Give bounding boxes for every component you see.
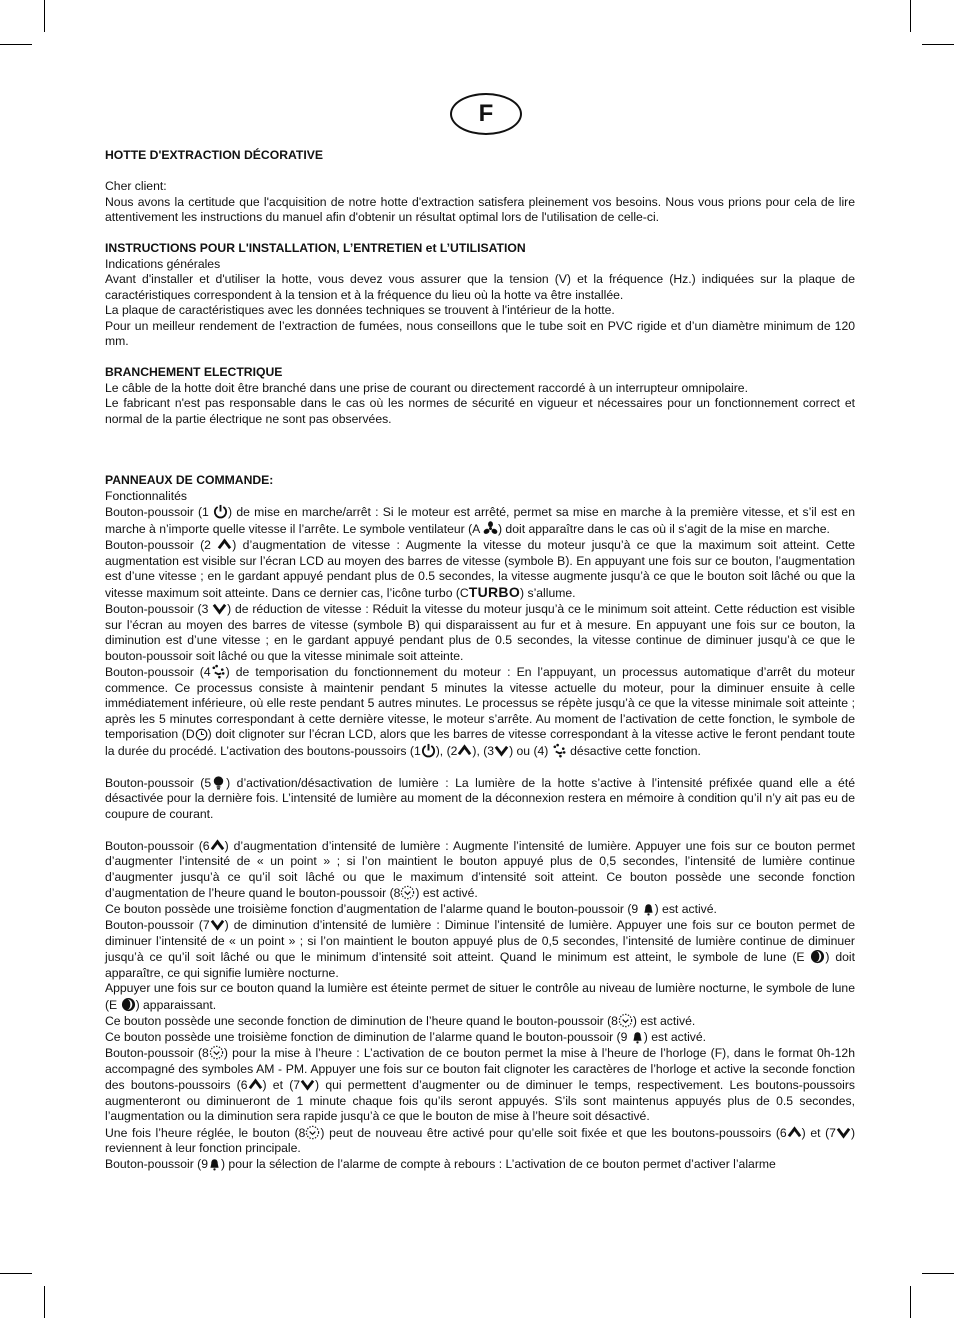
- panel-heading: PANNEAUX DE COMMANDE:: [105, 473, 274, 487]
- chevron-up-icon: [217, 537, 232, 552]
- clock-icon: [195, 728, 208, 741]
- install-subheading: Indications générales: [105, 256, 221, 271]
- button-3-description: Bouton-poussoir (3 ) de réduction de vitesse : Réduit la vitesse du moteur jusqu’à ce le minimum soit atteint. Cette réduction est visible sur l’écran au moyen des barres de vitesse (symbole B) qui disparaissent au fur et à mesure. En appuyant une fois sur ce bouton, la diminution est d’une vitesse ; en le gardant appuyé pendant plus de 0.5 secondes, la vitesse continue de diminuer jusqu’à ce que le bouton-poussoir soit lâché ou que la vitesse minimale soit atteinte.: [105, 602, 855, 663]
- greeting: Cher client:: [105, 179, 167, 193]
- button-2-description: Bouton-poussoir (2 ) d’augmentation de vitesse : Augmente la vitesse du moteur jusqu’à ce que la maximum soit atteint. Cette augmentation est visible sur l’écran LCD au moyen des barres de vitesse (symbole B). En appuyant une fois sur ce bouton, l’augmentation est d’une vitesse ; en le gardant appuyé pendant plus de 0.5 secondes, la vitesse augmente jusqu’à ce que le bouton soit lâché ou que la vitesse maximum soit atteinte. Dans ce dernier cas, l’icône turbo (CTURBO) s’allume.: [105, 538, 855, 600]
- panel-subheading: Fonctionnalités: [105, 488, 187, 503]
- power-icon: [213, 504, 228, 519]
- button-7-night-light: Appuyer une fois sur ce bouton quand la lumière est éteinte permet de situer le contrôle au niveau de lumière nocturne, le symbole de lune (E ) apparaissant.: [105, 981, 855, 1012]
- chevron-up-icon: [210, 838, 225, 853]
- crop-mark: [910, 1286, 911, 1318]
- intro-paragraph: Nous avons la certitude que l'acquisition de notre hotte d'extraction satisfera pleinement vos besoins. Nous vous prions pour cela de lire attentivement les instructions du manuel afin d'obtenir un résultat optimal lors de l'utilisation de celle-ci.: [105, 194, 855, 224]
- bell-icon: [631, 1031, 644, 1044]
- bell-icon: [208, 1158, 221, 1171]
- crop-mark: [910, 0, 911, 32]
- chevron-down-icon: [836, 1125, 851, 1140]
- button-8-return: Une fois l’heure réglée, le bouton (8 ) peut de nouveau être activé pour qu’elle soit fixée et que les boutons-poussoirs (6 ) et (7 ) reviennent à leur fonction principale.: [105, 1125, 855, 1155]
- chevron-up-icon: [248, 1077, 263, 1092]
- moon-icon: [810, 949, 825, 964]
- timer-icon: [211, 664, 226, 679]
- chevron-down-icon: [212, 601, 227, 616]
- chevron-down-icon: [300, 1077, 315, 1092]
- crop-mark: [44, 0, 45, 32]
- chevron-up-icon: [457, 743, 472, 758]
- crop-mark: [0, 1273, 32, 1274]
- button-7-description: Bouton-poussoir (7 ) de diminution d’intensité de lumière : Diminue l’intensité de lumière. Appuyer une fois sur ce bouton permet de diminuer l’intensité de « un point » ; si l’on maintient le bouton appuyé plus de 0,5 secondes, l’intensité de lumière continue de diminuer jusqu’à ce qu’il soit lâché ou que le minimum d’intensité soit atteint. Quand le minimum est atteint, le symbole de lune (E ) doit apparaître, ce qui signifie lumière nocturne.: [105, 918, 855, 980]
- clock-dots-icon: [305, 1125, 320, 1140]
- chevron-down-icon: [210, 917, 225, 932]
- install-heading: INSTRUCTIONS POUR L'INSTALLATION, L’ENTRETIEN et L’UTILISATION: [105, 241, 526, 255]
- chevron-down-icon: [494, 743, 509, 758]
- document-body: [105, 148, 855, 1172]
- clock-dots-icon: [618, 1013, 633, 1028]
- crop-mark: [922, 44, 954, 45]
- button-9-description: Bouton-poussoir (9 ) pour la sélection de l’alarme de compte à rebours : L’activation de ce bouton permet d’activer l’alarme: [105, 1156, 776, 1171]
- button-1-description: Bouton-poussoir (1 ) de mise en marche/arrêt : Si le moteur est arrêté, permet sa mise en marche à la première vitesse, et s’il est en marche à n’importe quelle vitesse il l’arrête. Le symbole ventilateur (A ) doit apparaître dans le cas où il s’agit de la mise en marche.: [105, 505, 855, 536]
- button-5-description: Bouton-poussoir (5 ) d’activation/désactivation de lumière : La lumière de la hotte s’active à l’intensité préfixée quand elle a été désactivée pour la dernière fois. L’intensité de lumière au moment de la déconnexion restera en mémoire à condition qu’il n’y ait pas eu de coupure de courant.: [105, 775, 855, 821]
- electric-paragraph: Le câble de la hotte doit être branché dans une prise de courant ou directement raccordé à un interrupteur omnipolaire.: [105, 380, 748, 395]
- turbo-icon: TURBO: [468, 583, 521, 600]
- button-7-third-function: Ce bouton possède une troisième fonction de diminution de l’alarme quand le bouton-poussoir (9 ) est activé.: [105, 1029, 707, 1044]
- install-paragraph: La plaque de caractéristiques avec les données techniques se trouvent à l'intérieur de la hotte.: [105, 303, 615, 317]
- moon-icon: [121, 997, 136, 1012]
- button-8-description: Bouton-poussoir (8 ) pour la mise à l’heure : L’activation de ce bouton permet la mise à l’heure de l’horloge (F), dans le format 0h-12h accompagné des symboles AM - PM. Appuyer une fois sur ce bouton fait clignoter les caractères de l’horloge et active la seconde fonction des boutons-poussoirs (6 ) et (7 ) qui permettent d’augmenter ou de diminuer le temps, respectivement. Les boutons-poussoirs augmenteront ou diminueront de 1 minute chaque fois qu’ils seront appuyés. S’ils sont maintenus appuyés plus de 0.5 secondes, l’augmentation ou la diminution sera rapide jusqu’à ce que le bouton de mise à l’heure soit désactivé.: [105, 1046, 855, 1123]
- timer-icon: [552, 743, 567, 758]
- language-badge: F: [450, 93, 522, 135]
- chevron-up-icon: [787, 1125, 802, 1140]
- electric-paragraph: Le fabricant n'est pas responsable dans le cas où les normes de sécurité en vigueur et nécessaires pour un fonctionnement correct et normal de la partie électrique ne sont pas observées.: [105, 396, 855, 426]
- power-icon: [421, 743, 436, 758]
- button-7-second-function: Ce bouton possède une seconde fonction de diminution de l’heure quand le bouton-poussoir (8 ) est activé.: [105, 1014, 696, 1028]
- button-6-description: Bouton-poussoir (6 ) d’augmentation d’intensité de lumière : Augmente l’intensité de lumière. Appuyer une fois sur ce bouton permet d’augmenter l’intensité de « un point » ; si l’on maintient le bouton appuyé plus de 0,5 secondes, l’intensité de lumière continue d’augmenter jusqu’à ce qu’il soit lâché ou que le maximum d’intensité soit atteint. Ce bouton possède une seconde fonction d’augmentation de l’heure quand le bouton-poussoir (8 ) est activé.: [105, 838, 855, 900]
- light-bulb-icon: [211, 775, 226, 790]
- electric-heading: BRANCHEMENT ELECTRIQUE: [105, 365, 283, 379]
- clock-dots-icon: [400, 885, 415, 900]
- crop-mark: [44, 1286, 45, 1318]
- clock-dots-icon: [209, 1045, 224, 1060]
- bell-icon: [642, 903, 655, 916]
- button-6-third-function: Ce bouton possède une troisième fonction d’augmentation de l’alarme quand le bouton-poussoir (9 ) est activé.: [105, 901, 717, 916]
- install-paragraph: Pour un meilleur rendement de l’extraction de fumées, nous conseillons que le tube soit en PVC rigide et d’un diamètre minimum de 120 mm.: [105, 318, 855, 348]
- document-title: HOTTE D'EXTRACTION DÉCORATIVE: [105, 148, 323, 162]
- crop-mark: [0, 44, 32, 45]
- install-paragraph: Avant d'installer et d'utiliser la hotte, vous devez vous assurer que la tension (V) et la fréquence (Hz.) indiquées sur la plaque de caractéristiques correspondent à la tension et à la fréquence du lieu où la hotte va être installée.: [105, 272, 855, 302]
- crop-mark: [922, 1273, 954, 1274]
- button-4-description: Bouton-poussoir (4 ) de temporisation du fonctionnement du moteur : En l’appuyant, un processus automatique d’arrêt du moteur commence. Ce processus consiste à maintenir pendant 5 minutes la vitesse actuelle du moteur, pour la diminuer ensuite à celle immédiatement inférieure, où elle reste pendant 5 autres minutes. Le processus se répète jusqu’à ce que la vitesse minimale soit atteinte ; après les 5 minutes correspondant à cette dernière vitesse, le moteur s’arrête. Au moment de l’activation de cette fonction, le symbole de temporisation (D ) doit clignoter sur l’écran LCD, alors que les barres de vitesse correspondant à la vitesse active le feront pendant toute la durée du procédé. L’activation des boutons-poussoirs (1 ), (2 ), (3 ) ou (4) désactive cette fonction.: [105, 665, 855, 758]
- fan-icon: [483, 521, 498, 536]
